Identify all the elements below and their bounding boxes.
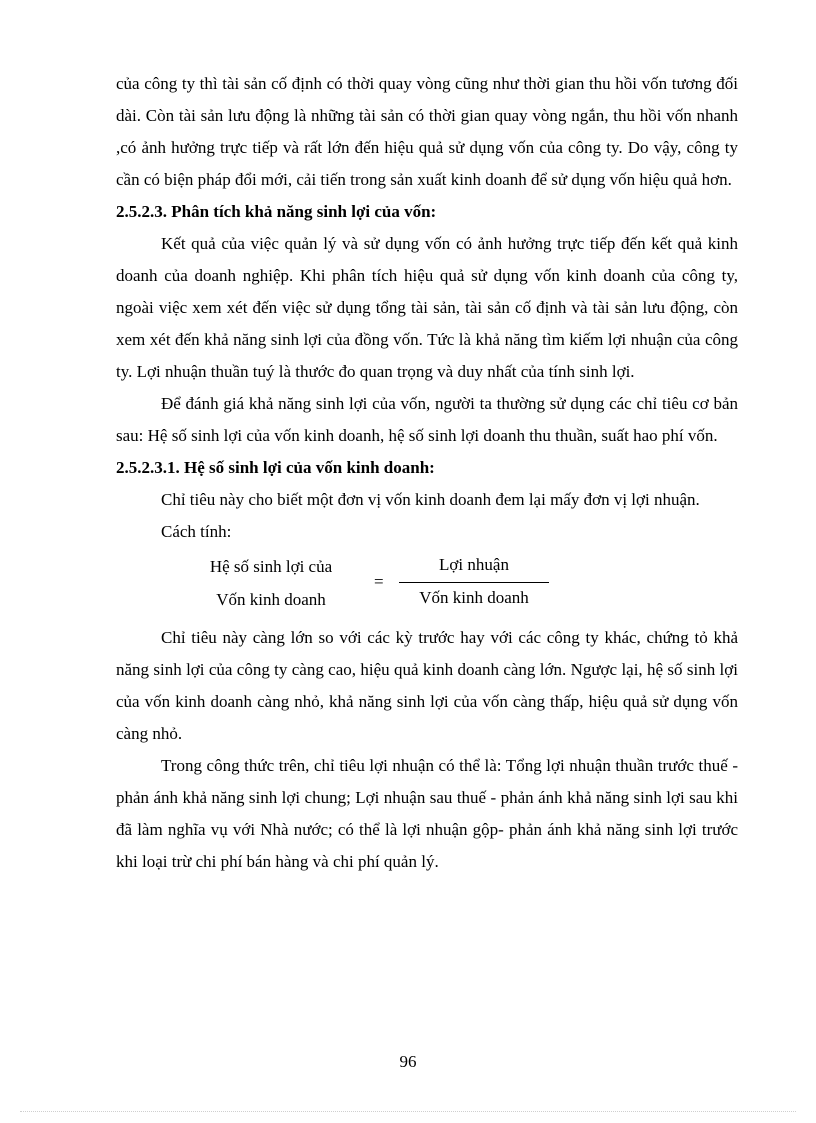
paragraph: Chỉ tiêu này càng lớn so với các kỳ trước hay với các công ty khác, chứng tỏ khả năng sinh lợi của công ty càng cao, hiệu quả kinh doanh càng lớn. Ngược lại, hệ số sinh lợi của vốn kinh doanh càng nhỏ, khả năng sinh lợi của vốn càng thấp, hiệu quả sử dụng vốn càng nhỏ. (116, 628, 738, 743)
formula-numerator: Lợi nhuận (439, 555, 509, 574)
formula-fraction (399, 550, 549, 613)
formula-equals: = (374, 572, 384, 591)
paragraph: Kết quả của việc quản lý và sử dụng vốn có ảnh hưởng trực tiếp đến kết quả kinh doanh của doanh nghiệp. Khi phân tích hiệu quả sử dụng vốn kinh doanh của công ty, ngoài việc xem xét đến việc sử dụng tổng tài sản, tài sản cố định và tài sản lưu động, còn xem xét đến khả năng sinh lợi của đồng vốn. Tức là khả năng tìm kiếm lợi nhuận của công ty. Lợi nhuận thuần tuý là thước đo quan trọng và duy nhất của tính sinh lợi. (116, 234, 738, 381)
document-body (116, 68, 738, 878)
formula-denominator: Vốn kinh doanh (419, 588, 529, 607)
formula-lhs-line1: Hệ số sinh lợi của (209, 557, 333, 576)
paragraph-continuation: của công ty thì tài sản cố định có thời quay vòng cũng như thời gian thu hồi vốn tương đối dài. Còn tài sản lưu động là những tài sản có thời gian quay vòng ngắn, thu hồi vốn nhanh ,có ảnh hưởng trực tiếp và rất lớn đến hiệu quả sử dụng vốn của công ty. Do vậy, công ty cần có biện pháp đổi mới, cải tiến trong sản xuất kinh doanh để sử dụng vốn hiệu quả hơn. (116, 74, 738, 189)
formula (116, 550, 738, 622)
section-heading: 2.5.2.3. Phân tích khả năng sinh lợi của vốn: (116, 202, 437, 221)
calc-label: Cách tính: (161, 522, 232, 541)
subsection-heading: 2.5.2.3.1. Hệ số sinh lợi của vốn kinh doanh: (116, 458, 435, 477)
paragraph: Chỉ tiêu này cho biết một đơn vị vốn kinh doanh đem lại mấy đơn vị lợi nhuận. (161, 490, 700, 509)
formula-lhs (196, 550, 346, 616)
footer-divider (20, 1111, 796, 1112)
paragraph: Để đánh giá khả năng sinh lợi của vốn, người ta thường sử dụng các chỉ tiêu cơ bản sau: Hệ số sinh lợi của vốn kinh doanh, hệ số sinh lợi doanh thu thuần, suất hao phí vốn. (116, 394, 738, 445)
page-number: 96 (399, 1052, 417, 1071)
paragraph: Trong công thức trên, chỉ tiêu lợi nhuận có thể là: Tổng lợi nhuận thuần trước thuế - phản ánh khả năng sinh lợi chung; Lợi nhuận sau thuế - phản ánh khả năng sinh lợi sau khi đã làm nghĩa vụ với Nhà nước; có thể là lợi nhuận gộp- phản ánh khả năng sinh lợi trước khi loại trừ chi phí bán hàng và chi phí quản lý. (116, 756, 738, 871)
formula-lhs-line2: Vốn kinh doanh (216, 590, 326, 609)
